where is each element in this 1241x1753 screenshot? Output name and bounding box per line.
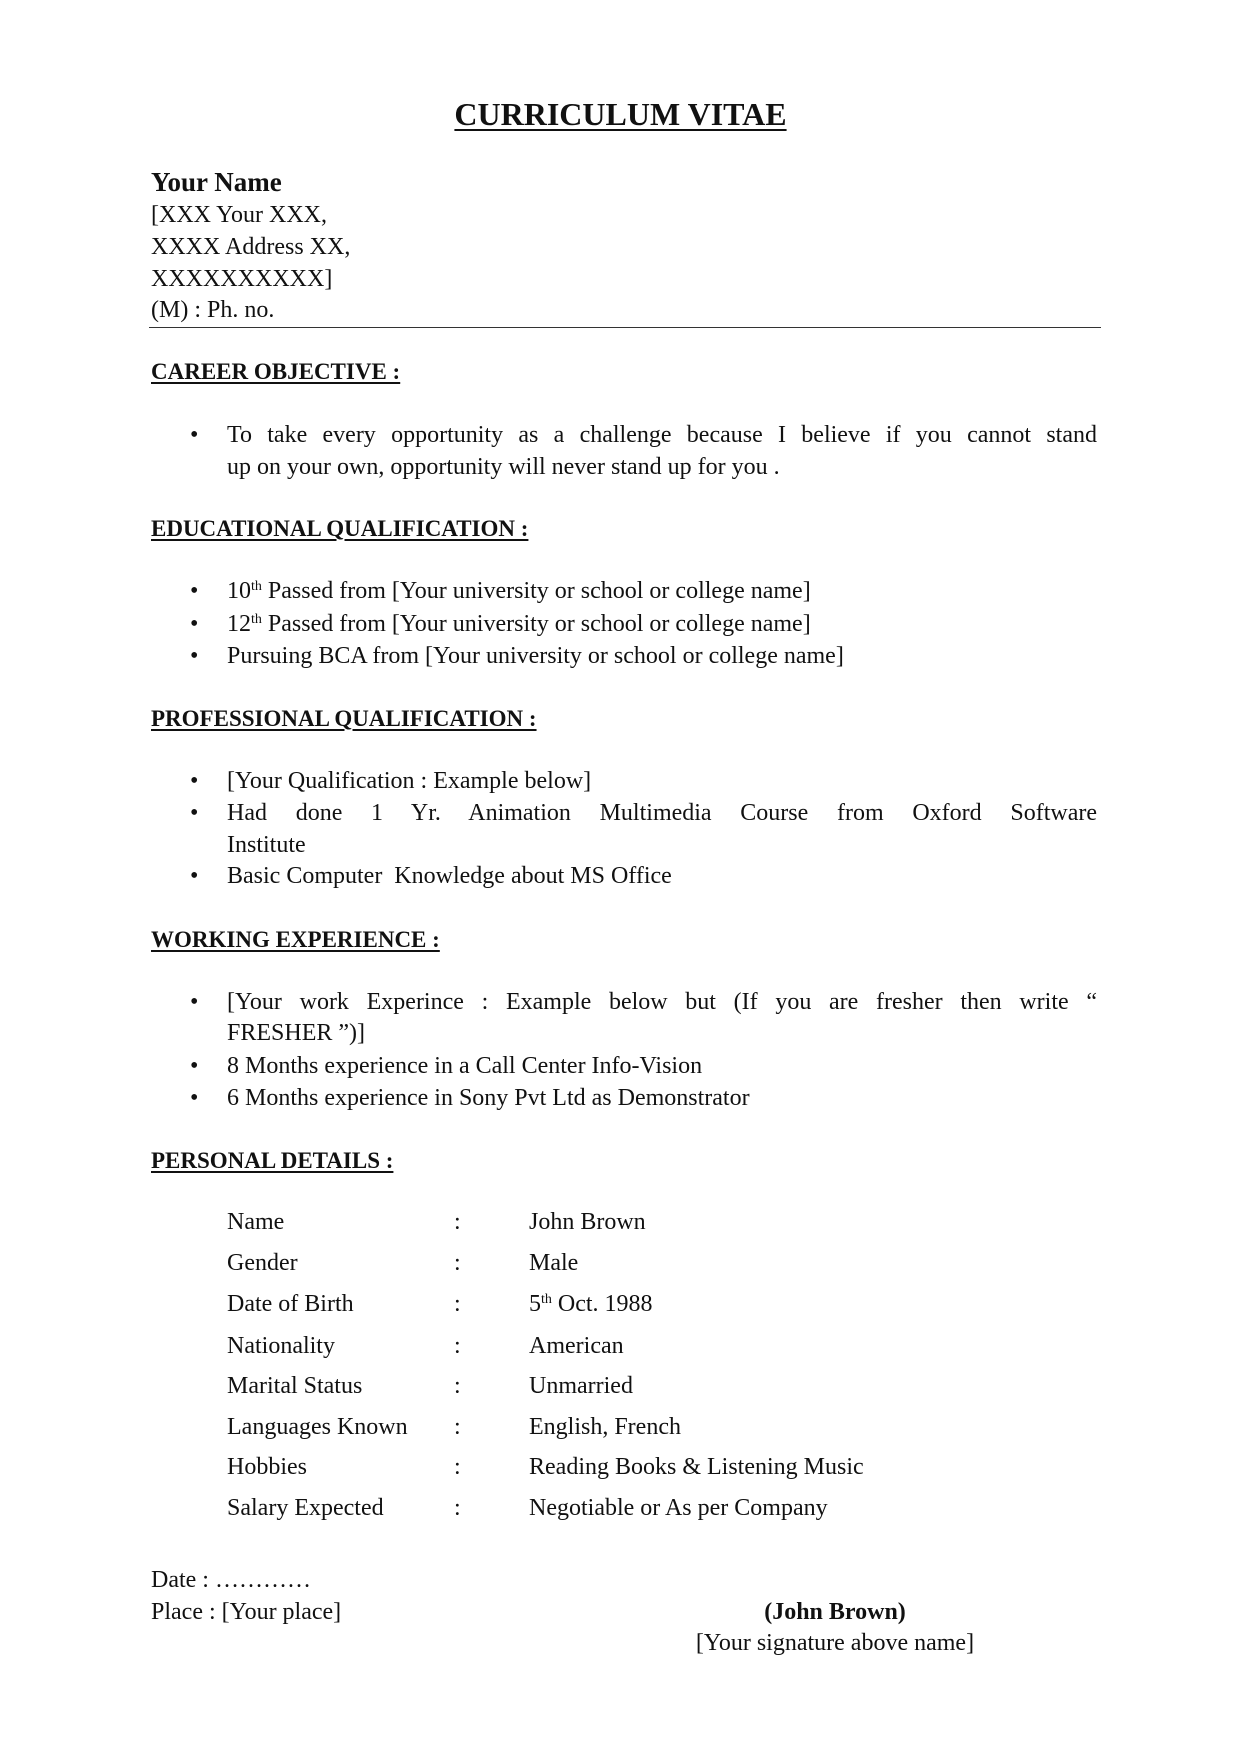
professional-item: [Your Qualification : Example below] bbox=[227, 768, 592, 794]
detail-label: Name bbox=[227, 1209, 285, 1235]
detail-label: Hobbies bbox=[227, 1454, 307, 1480]
bullet-icon: • bbox=[190, 1085, 199, 1111]
address-line: XXXX Address XX, bbox=[151, 234, 351, 260]
work-item: [Your work Experince : Example below but (If you are fresher then write “ bbox=[227, 989, 1097, 1015]
work-item: 6 Months experience in Sony Pvt Ltd as Demonstrator bbox=[227, 1085, 750, 1111]
detail-separator: : bbox=[454, 1291, 461, 1317]
detail-value: Negotiable or As per Company bbox=[529, 1495, 828, 1521]
detail-value: Reading Books & Listening Music bbox=[529, 1454, 864, 1480]
bullet-icon: • bbox=[190, 422, 199, 448]
signed-name: (John Brown) bbox=[764, 1599, 906, 1625]
detail-separator: : bbox=[454, 1209, 461, 1235]
professional-item: Had done 1 Yr. Animation Multimedia Course from Oxford Software bbox=[227, 800, 1097, 826]
detail-value: Unmarried bbox=[529, 1373, 633, 1399]
detail-label: Languages Known bbox=[227, 1414, 408, 1440]
date-line: Date : ………… bbox=[151, 1567, 311, 1593]
detail-separator: : bbox=[454, 1454, 461, 1480]
bullet-icon: • bbox=[190, 863, 199, 889]
professional-item: Institute bbox=[227, 832, 306, 858]
signature-note: [Your signature above name] bbox=[695, 1630, 975, 1656]
education-item: 10th Passed from [Your university or school or college name] bbox=[227, 578, 811, 604]
detail-separator: : bbox=[454, 1495, 461, 1521]
detail-label: Salary Expected bbox=[227, 1495, 384, 1521]
detail-value: Male bbox=[529, 1250, 579, 1276]
detail-value: American bbox=[529, 1333, 624, 1359]
work-item: 8 Months experience in a Call Center Info-Vision bbox=[227, 1053, 703, 1079]
bullet-icon: • bbox=[190, 578, 199, 604]
bullet-icon: • bbox=[190, 1053, 199, 1079]
address-line: XXXXXXXXXX] bbox=[151, 266, 333, 292]
header-divider bbox=[149, 327, 1101, 328]
education-item: 12th Passed from [Your university or school or college name] bbox=[227, 611, 811, 637]
detail-value: John Brown bbox=[529, 1209, 646, 1235]
bullet-icon: • bbox=[190, 989, 199, 1015]
detail-separator: : bbox=[454, 1250, 461, 1276]
detail-label: Marital Status bbox=[227, 1373, 363, 1399]
detail-value: English, French bbox=[529, 1414, 681, 1440]
detail-separator: : bbox=[454, 1414, 461, 1440]
career-heading: CAREER OBJECTIVE : bbox=[151, 359, 401, 384]
detail-separator: : bbox=[454, 1333, 461, 1359]
detail-label: Date of Birth bbox=[227, 1291, 354, 1317]
detail-label: Gender bbox=[227, 1250, 298, 1276]
career-text: To take every opportunity as a challenge because I believe if you cannot stand bbox=[227, 422, 1097, 448]
professional-item: Basic Computer Knowledge about MS Office bbox=[227, 863, 672, 889]
address-line: [XXX Your XXX, bbox=[151, 202, 328, 228]
work-item: FRESHER ”)] bbox=[227, 1020, 365, 1046]
detail-value: 5th Oct. 1988 bbox=[529, 1291, 653, 1317]
work-heading: WORKING EXPERIENCE : bbox=[151, 927, 440, 952]
bullet-icon: • bbox=[190, 643, 199, 669]
personal-heading: PERSONAL DETAILS : bbox=[151, 1148, 394, 1173]
detail-separator: : bbox=[454, 1373, 461, 1399]
document-title: CURRICULUM VITAE bbox=[454, 96, 787, 132]
professional-heading: PROFESSIONAL QUALIFICATION : bbox=[151, 706, 537, 731]
career-text: up on your own, opportunity will never stand up for you . bbox=[227, 454, 780, 480]
place-line: Place : [Your place] bbox=[151, 1599, 342, 1625]
education-heading: EDUCATIONAL QUALIFICATION : bbox=[151, 516, 529, 541]
applicant-name: Your Name bbox=[151, 167, 282, 197]
bullet-icon: • bbox=[190, 611, 199, 637]
education-item: Pursuing BCA from [Your university or school or college name] bbox=[227, 643, 844, 669]
phone-line: (M) : Ph. no. bbox=[151, 297, 275, 323]
bullet-icon: • bbox=[190, 768, 199, 794]
detail-label: Nationality bbox=[227, 1333, 335, 1359]
bullet-icon: • bbox=[190, 800, 199, 826]
